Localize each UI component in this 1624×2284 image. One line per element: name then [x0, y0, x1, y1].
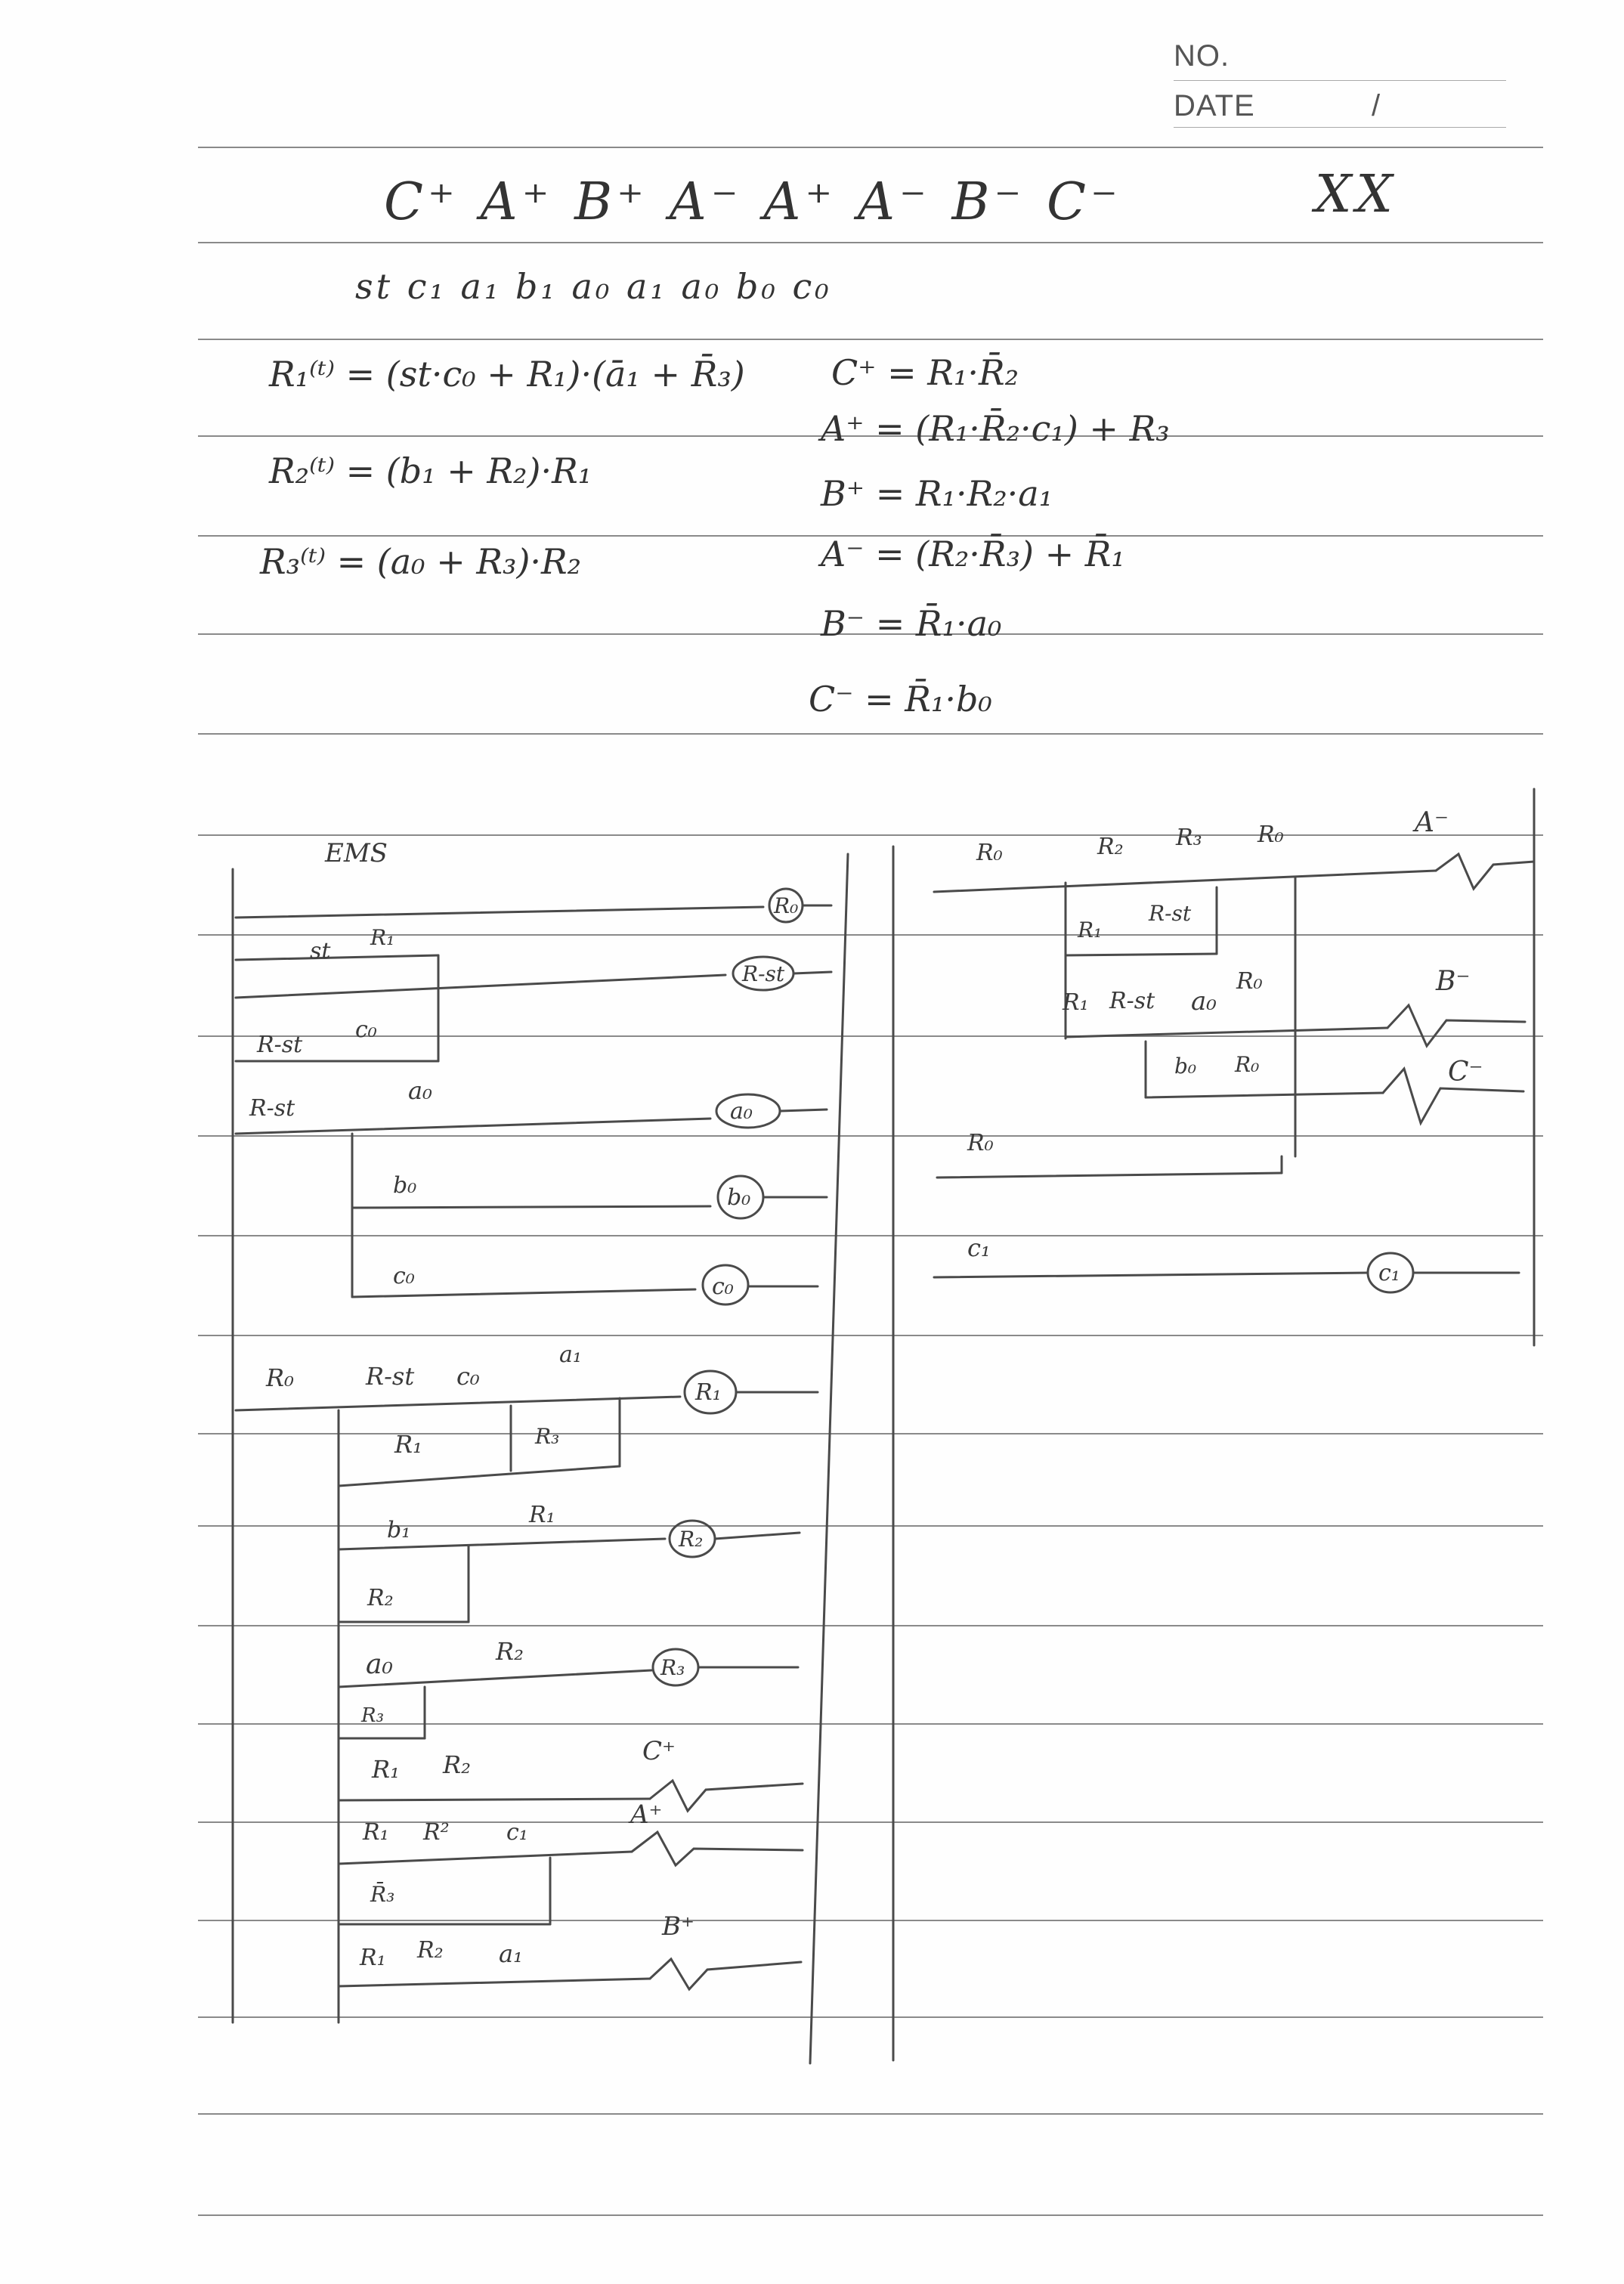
no-label: NO.	[1174, 39, 1230, 73]
r3-label-right: R₃	[1176, 825, 1202, 851]
r0-label-right-2: R₀	[1257, 822, 1284, 848]
r0-label-right-3: R₀	[1236, 968, 1263, 995]
c0-label-3: c₀	[456, 1362, 480, 1391]
equation-r2: R₂⁽ᵗ⁾ = (b₁ + R₂)·R₁	[269, 450, 592, 491]
solenoid-b-plus: B⁺	[662, 1911, 694, 1942]
r1-label-4: R₁	[372, 1755, 400, 1784]
a1-label: a₁	[559, 1342, 582, 1368]
grading-mark: XX	[1315, 165, 1397, 224]
r3-label-2: R₃	[361, 1704, 384, 1727]
coil-rst: R-st	[742, 961, 785, 986]
left-return-rail	[810, 854, 848, 2063]
equation-r3: R₃⁽ᵗ⁾ = (a₀ + R₃)·R₂	[260, 541, 582, 582]
r1-label: R₁	[370, 925, 395, 950]
r0-label: R₀	[266, 1363, 294, 1392]
r2-label-3: R₂	[443, 1750, 471, 1779]
c1-label-right: c₁	[967, 1233, 991, 1262]
a0-label-2: a₀	[366, 1649, 393, 1680]
coil-r1: R₁	[695, 1379, 722, 1406]
r0-label-right: R₀	[976, 840, 1003, 866]
coil-r2: R₂	[679, 1527, 704, 1552]
a1-label-2: a₁	[499, 1939, 523, 1968]
equation-r1: R₁⁽ᵗ⁾ = (st·c₀ + R₁)·(ā₁ + R̄₃)	[269, 354, 745, 395]
c0-label-2: c₀	[393, 1263, 415, 1289]
st-label: st	[310, 938, 331, 964]
solenoid-b-minus: B⁻	[1436, 966, 1471, 997]
r1-label-6: R₁	[360, 1945, 386, 1971]
equation-b-minus: B⁻ = R̄₁·a₀	[821, 603, 1002, 644]
rst-label-3: R-st	[366, 1362, 415, 1391]
r1-label-3: R₁	[529, 1502, 555, 1528]
r2-label: R₂	[367, 1585, 394, 1611]
r1-label-2: R₁	[394, 1430, 422, 1459]
r3-label-3: R̄₃	[370, 1882, 395, 1907]
equation-c-minus: C⁻ = R̄₁·b₀	[809, 679, 992, 720]
date-separator: /	[1372, 89, 1381, 122]
equation-b-plus: B⁺ = R₁·R₂·a₁	[821, 473, 1053, 514]
coil-a0: a₀	[730, 1098, 753, 1125]
coil-r0: R₀	[774, 893, 799, 918]
c1-label: c₁	[506, 1819, 528, 1846]
r0-label-right-5: R₀	[967, 1130, 994, 1156]
b0-label: b₀	[393, 1172, 417, 1199]
rst-label-right-2: R-st	[1109, 988, 1155, 1014]
equation-a-minus: A⁻ = (R₂·R̄₃) + R̄₁	[821, 534, 1125, 574]
ems-label: EMS	[325, 838, 388, 868]
motion-sequence: C⁺ A⁺ B⁺ A⁻ A⁺ A⁻ B⁻ C⁻	[384, 172, 1122, 232]
a0-label-right: a₀	[1191, 986, 1217, 1017]
rst-label-right: R-st	[1149, 901, 1192, 926]
equation-a-plus: A⁺ = (R₁·R̄₂·c₁) + R₃	[821, 408, 1170, 449]
r2-label-2: R₂	[496, 1637, 524, 1666]
r2-label-4: R²	[423, 1819, 450, 1846]
solenoid-c-plus: C⁺	[642, 1736, 676, 1766]
solenoid-a-plus: A⁺	[630, 1800, 663, 1830]
b1-label: b₁	[387, 1517, 411, 1543]
b0-label-right: b₀	[1174, 1054, 1197, 1079]
rst-label-2: R-st	[249, 1095, 295, 1122]
coil-r3: R₃	[660, 1655, 685, 1680]
r0-label-right-4: R₀	[1235, 1052, 1260, 1077]
c0-label: c₀	[355, 1017, 377, 1043]
date-label: DATE	[1174, 89, 1255, 122]
rst-label: R-st	[257, 1032, 303, 1058]
sensor-sequence: st c₁ a₁ b₁ a₀ a₁ a₀ b₀ c₀	[355, 266, 832, 307]
coil-b0: b₀	[727, 1184, 751, 1211]
solenoid-c-minus: C⁻	[1448, 1057, 1483, 1088]
equation-c-plus: C⁺ = R₁·R̄₂	[831, 352, 1019, 393]
r1-label-right-2: R₁	[1063, 989, 1089, 1016]
r2-label-right: R₂	[1097, 834, 1124, 860]
a0-label: a₀	[408, 1076, 432, 1105]
r1-label-5: R₁	[363, 1819, 389, 1846]
r3-label: R₃	[535, 1424, 560, 1449]
r2-label-5: R₂	[417, 1937, 444, 1964]
coil-c0: c₀	[712, 1274, 734, 1300]
r1-label-right: R₁	[1078, 918, 1103, 942]
solenoid-a-minus: A⁻	[1415, 807, 1449, 838]
coil-c1: c₁	[1378, 1260, 1400, 1286]
